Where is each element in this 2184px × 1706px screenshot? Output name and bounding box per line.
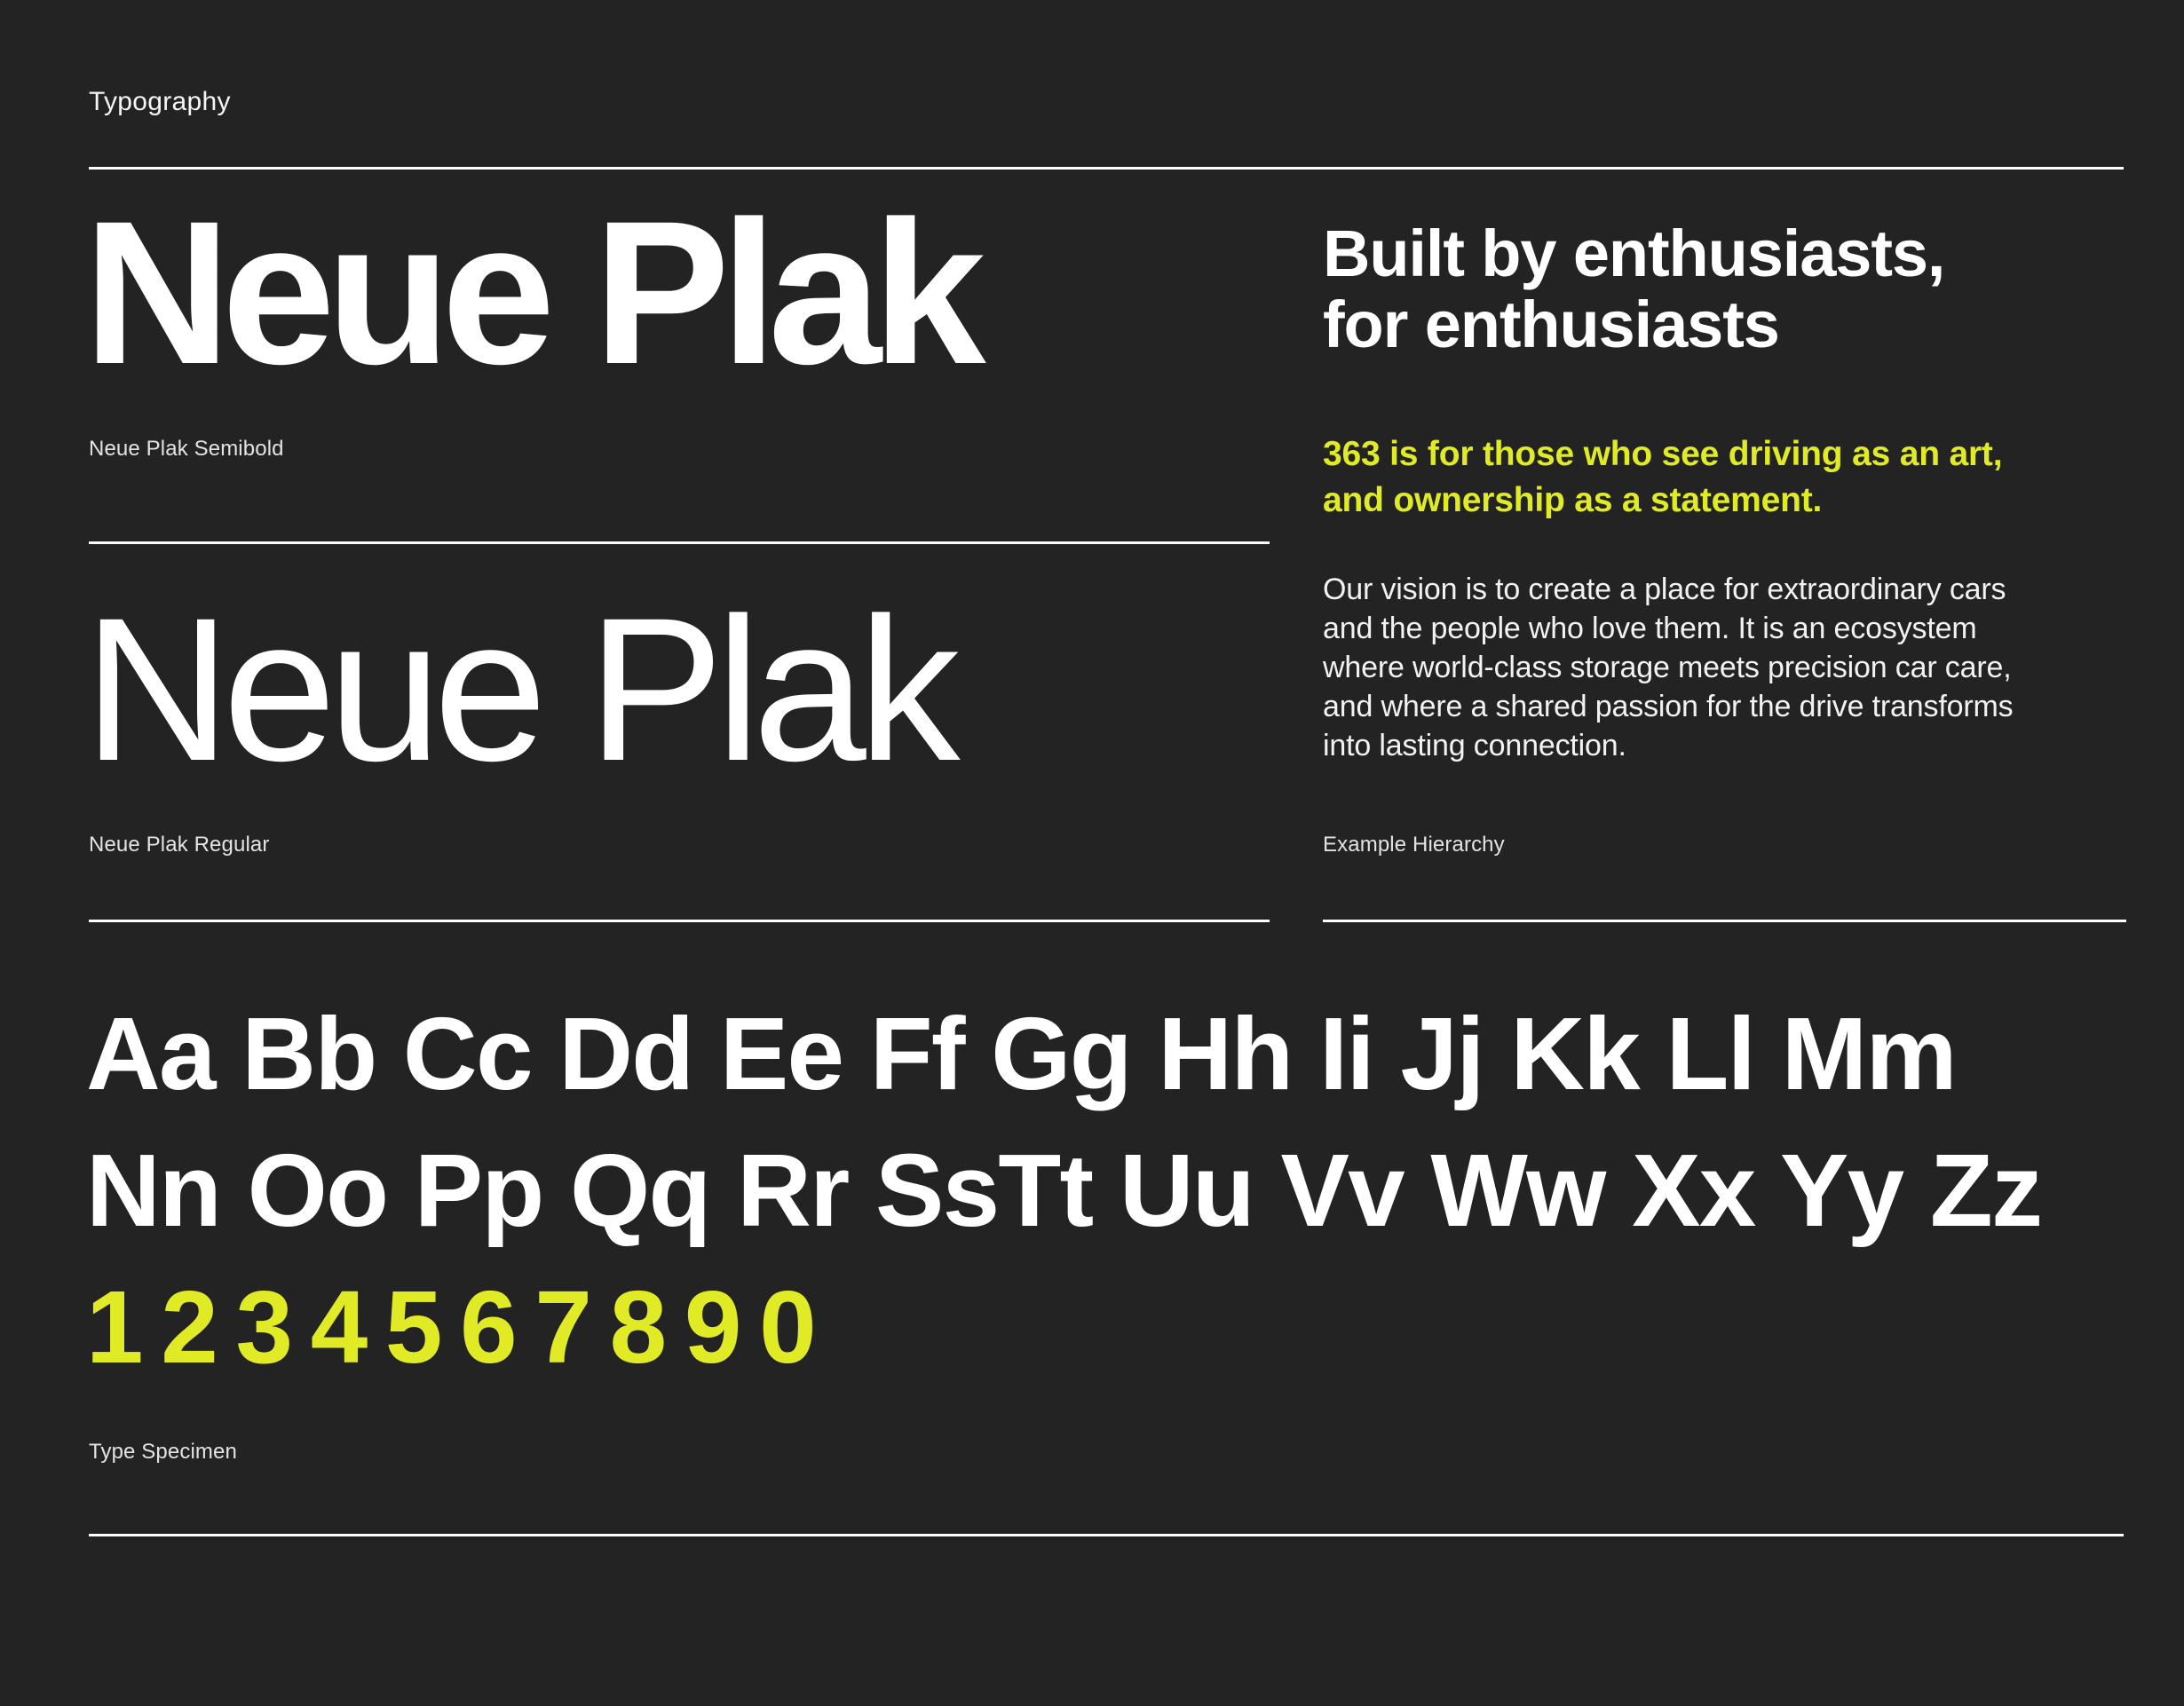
hierarchy-caption: Example Hierarchy: [1323, 833, 1505, 857]
bottom-divider: [89, 1534, 2124, 1536]
hierarchy-accent-line-1: 363 is for those who see driving as an art,: [1323, 435, 2003, 473]
top-divider: [89, 167, 2124, 170]
hierarchy-heading-line-2: for enthusiasts: [1323, 288, 1779, 361]
specimen-semibold-caption: Neue Plak Semibold: [89, 437, 284, 461]
left-divider-2: [89, 920, 1270, 922]
hierarchy-body-line-1: Our vision is to create a place for extraordinary cars: [1323, 573, 2006, 606]
left-divider-1: [89, 541, 1270, 544]
specimen-numerals: 1234567890: [86, 1269, 835, 1385]
specimen-regular-caption: Neue Plak Regular: [89, 833, 270, 857]
hierarchy-body-line-3: where world-class storage meets precision car care,: [1323, 651, 2012, 684]
type-specimen-caption: Type Specimen: [89, 1440, 237, 1464]
hierarchy-accent-line-2: and ownership as a statement.: [1323, 481, 1823, 519]
hierarchy-body-line-5: into lasting connection.: [1323, 729, 1626, 762]
hierarchy-heading: [1323, 218, 1944, 360]
specimen-semibold-display: Neue Plak: [83, 178, 977, 407]
hierarchy-heading-line-1: Built by enthusiasts,: [1323, 217, 1945, 290]
page-title: Typography: [89, 87, 231, 116]
specimen-regular-display: Neue Plak: [83, 575, 953, 803]
specimen-uppercase-line-1: Aa Bb Cc Dd Ee Ff Gg Hh Ii Jj Kk Ll Mm: [86, 996, 1956, 1111]
hierarchy-body-line-2: and the people who love them. It is an ecosystem: [1323, 612, 1977, 645]
hierarchy-accent-statement: [1323, 431, 2002, 524]
type-specimen-block: [86, 985, 2041, 1395]
hierarchy-body-paragraph: [1323, 570, 2014, 765]
hierarchy-body-line-4: and where a shared passion for the drive transforms: [1323, 690, 2014, 723]
specimen-uppercase-line-2: Nn Oo Pp Qq Rr SsTt Uu Vv Ww Xx Yy Zz: [86, 1133, 2042, 1248]
right-divider: [1323, 920, 2126, 922]
